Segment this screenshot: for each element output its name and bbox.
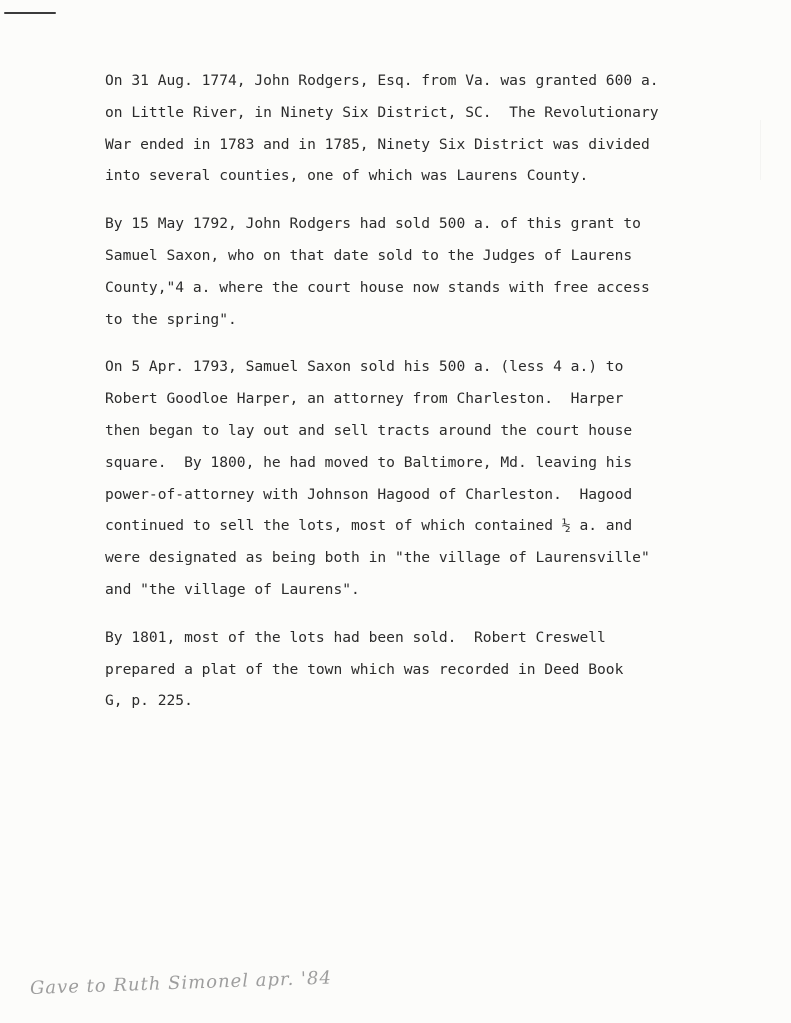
text-line: War ended in 1783 and in 1785, Ninety Six District was divided [105,135,650,153]
paper-mark [760,120,761,180]
text-line: prepared a plat of the town which was recorded in Deed Book [105,660,624,678]
text-line: On 5 Apr. 1793, Samuel Saxon sold his 500 a. (less 4 a.) to [105,358,624,376]
text-line: continued to sell the lots, most of which contained ½ a. and [105,517,633,535]
text-line: and "the village of Laurens". [105,580,360,598]
text-line: Samuel Saxon, who on that date sold to the Judges of Laurens [105,246,633,264]
text-line: into several counties, one of which was Laurens County. [105,167,589,185]
text-line: Robert Goodloe Harper, an attorney from Charleston. Harper [105,390,624,408]
text-line: On 31 Aug. 1774, John Rodgers, Esq. from Va. was granted 600 a. [105,72,659,89]
paragraph-3 [105,351,725,605]
paragraph-4 [105,622,725,717]
typed-text-body [105,65,725,733]
handwritten-note [29,967,410,1018]
text-line: By 15 May 1792, John Rodgers had sold 500 a. of this grant to [105,215,641,233]
paragraph-2 [105,208,725,335]
paragraph-1 [105,65,725,192]
text-line: were designated as being both in "the village of Laurensville" [105,549,650,567]
text-line: G, p. 225. [105,692,193,710]
text-line: County,"4 a. where the court house now stands with free access [105,278,650,296]
corner-pen-mark [4,12,56,14]
text-line: on Little River, in Ninety Six District, SC. The Revolutionary [105,103,659,121]
handwritten-note-text: Gave to Ruth Simonel apr. '84 [29,967,333,999]
text-line: power-of-attorney with Johnson Hagood of Charleston. Hagood [105,485,633,503]
text-line: then began to lay out and sell tracts around the court house [105,421,633,439]
text-line: to the spring". [105,310,237,328]
text-line: By 1801, most of the lots had been sold. Robert Creswell [105,628,606,646]
text-line: square. By 1800, he had moved to Baltimore, Md. leaving his [105,453,633,471]
